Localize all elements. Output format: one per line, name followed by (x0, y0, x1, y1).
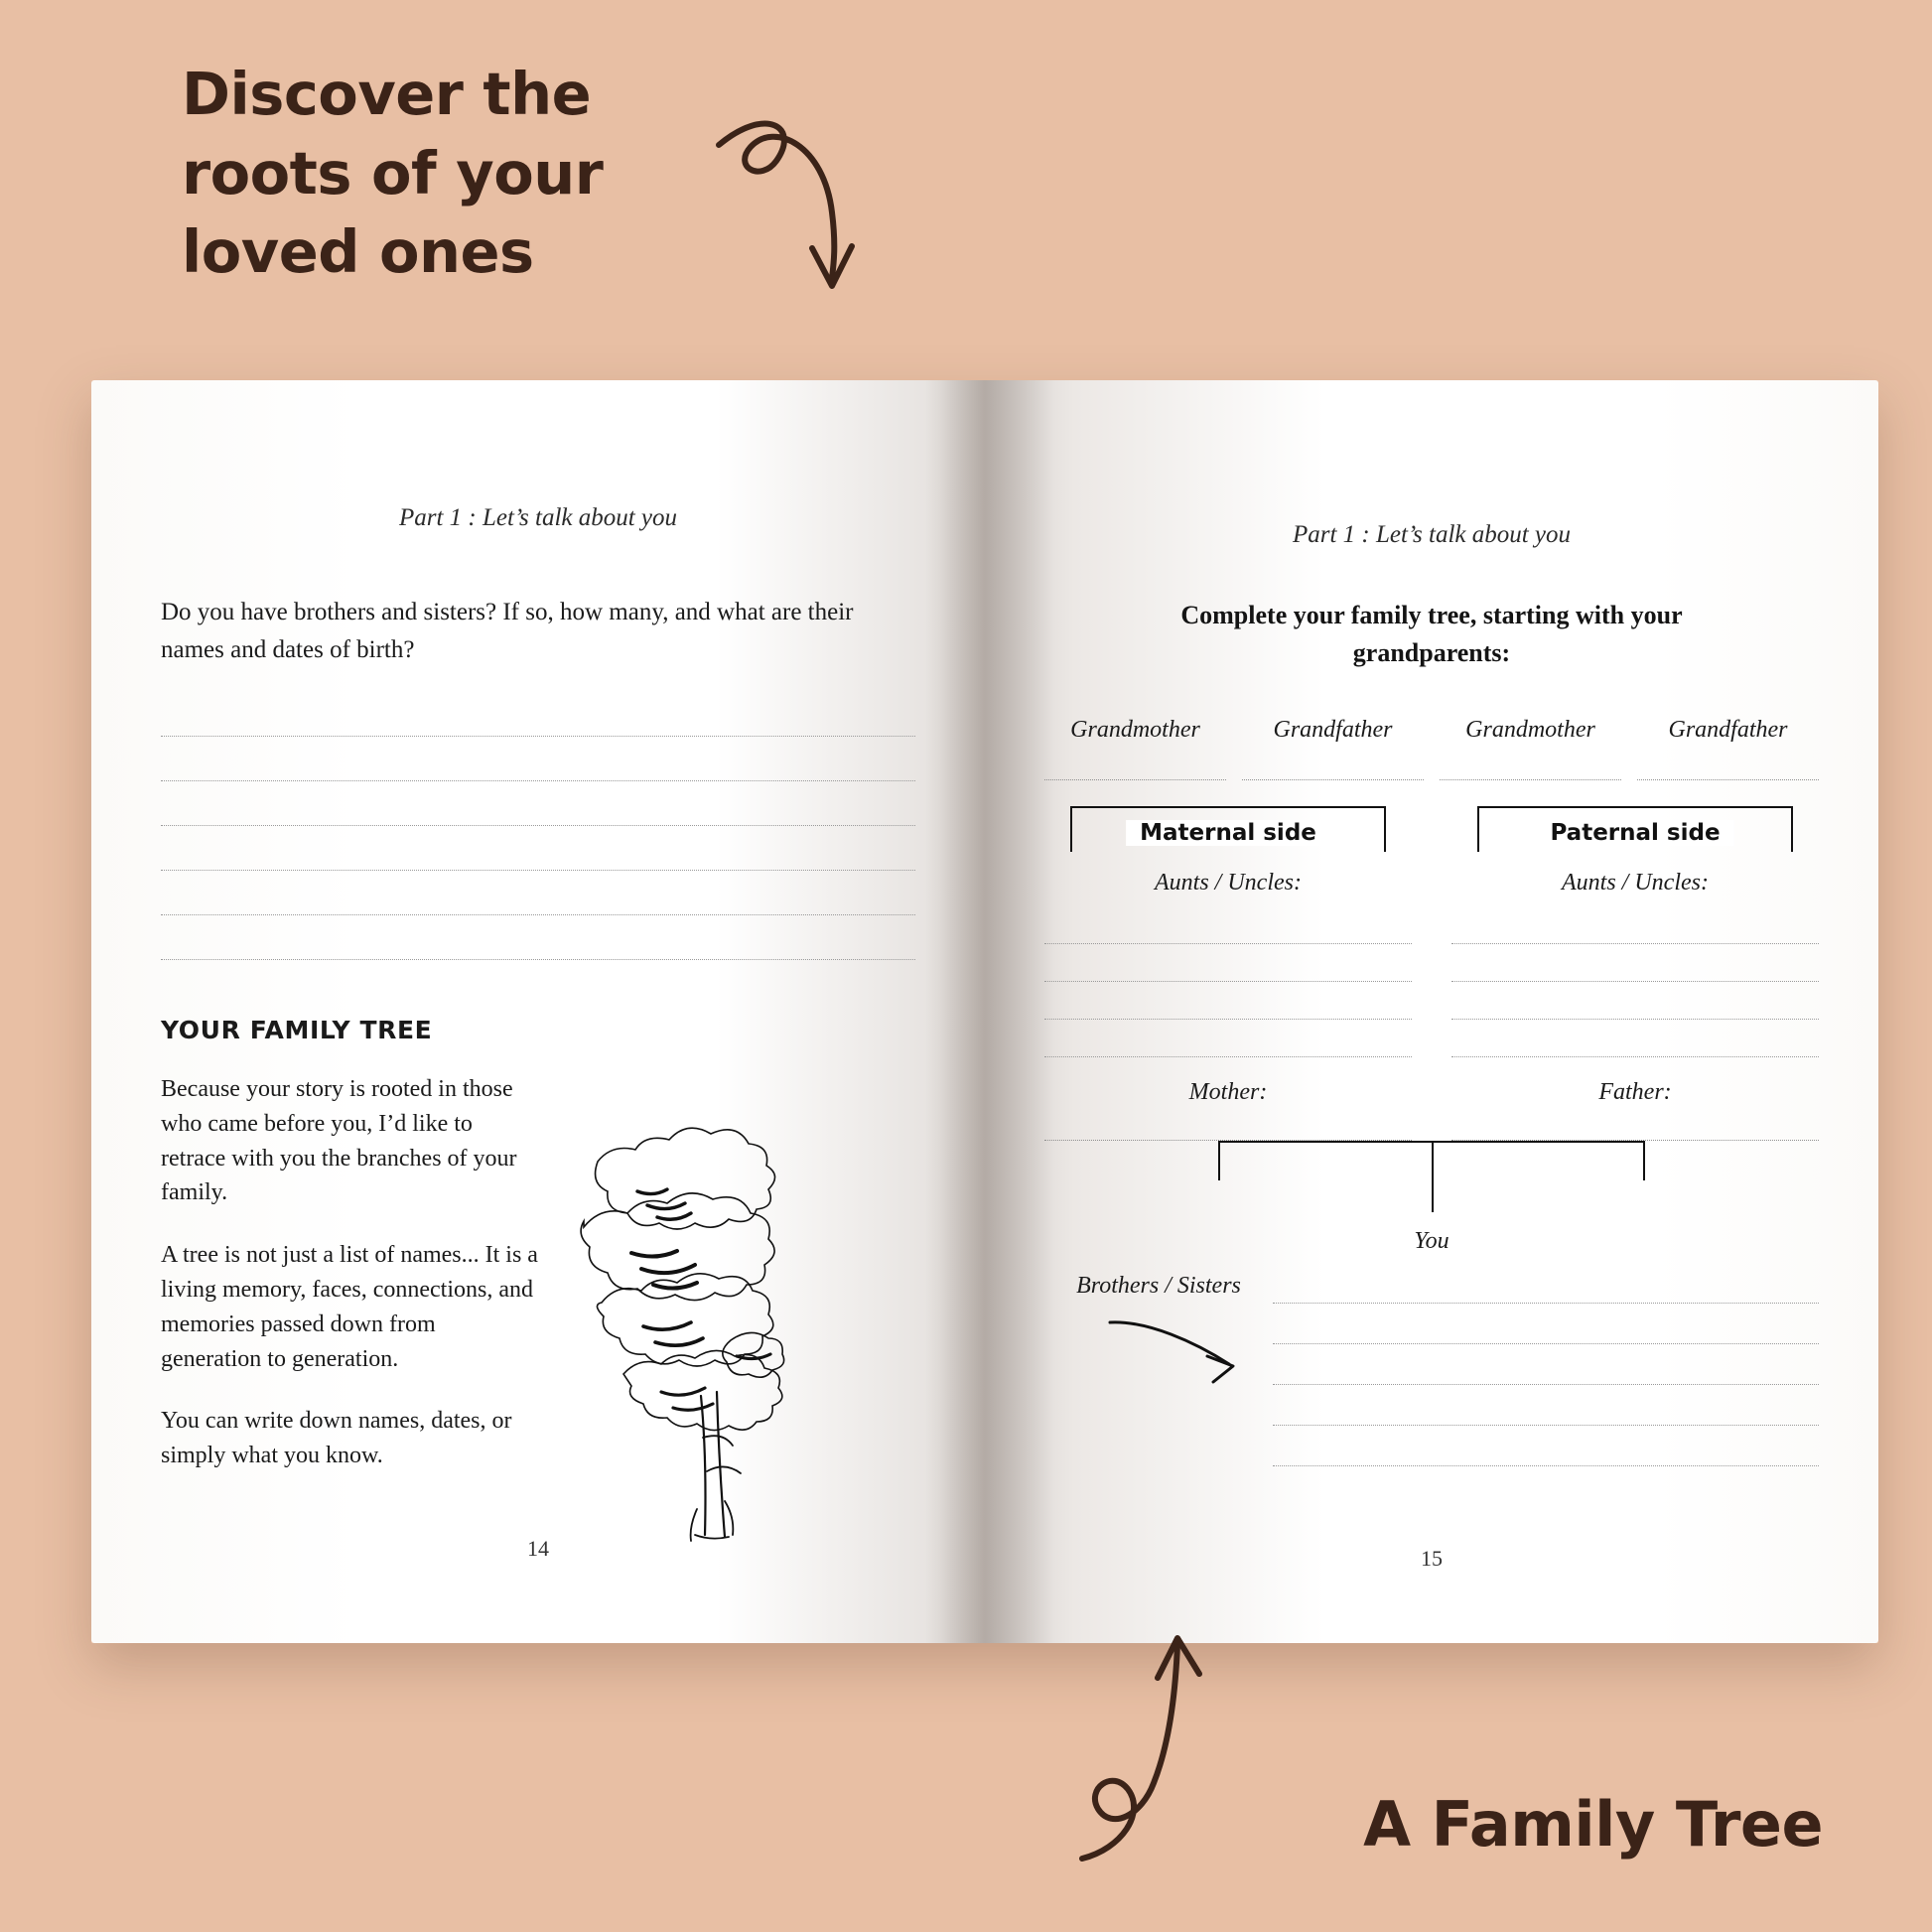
aunts-uncles-line[interactable] (1044, 1020, 1412, 1057)
sibling-line[interactable] (1273, 1344, 1819, 1385)
siblings-row (1044, 1263, 1819, 1466)
left-page-gutter-shadow (925, 380, 985, 1643)
parents-to-you-connector (1218, 1141, 1645, 1232)
grandparent-field-2[interactable] (1242, 717, 1424, 780)
open-book (91, 380, 1878, 1643)
left-page (91, 380, 985, 1643)
grandparent-input-line[interactable] (1044, 779, 1226, 780)
answer-line[interactable] (161, 737, 915, 781)
curved-arrow-down-icon (705, 109, 864, 298)
grandparents-row (1044, 717, 1819, 780)
left-body-text (161, 1072, 538, 1501)
left-page-number: 14 (527, 1536, 549, 1561)
promo-headline-line-1: Discover the (182, 60, 592, 128)
answer-line[interactable] (161, 871, 915, 915)
paternal-side-label: Paternal side (1536, 820, 1733, 846)
promo-headline (182, 55, 698, 292)
curved-arrow-right-icon (1104, 1312, 1263, 1392)
answer-line[interactable] (161, 915, 915, 960)
paternal-bracket (1477, 806, 1793, 852)
maternal-aunts-uncles-label: Aunts / Uncles: (1155, 870, 1302, 897)
grandparent-field-3[interactable] (1440, 717, 1621, 780)
promo-footer-label: A Family Tree (1363, 1788, 1823, 1861)
right-page-number: 15 (1421, 1546, 1443, 1571)
grandparent-label: Grandfather (1668, 717, 1788, 744)
section-title: YOUR FAMILY TREE (161, 1016, 433, 1044)
promo-headline-line-2: roots of your (182, 138, 604, 207)
maternal-side-block (1044, 806, 1412, 1141)
sibling-line[interactable] (1273, 1426, 1819, 1466)
paternal-side-block (1451, 806, 1819, 1141)
right-running-head: Part 1 : Let’s talk about you (1292, 521, 1572, 548)
grandparent-label: Grandfather (1273, 717, 1393, 744)
hand-drawn-tree-icon (528, 1042, 826, 1559)
siblings-label: Brothers / Sisters (1076, 1273, 1241, 1300)
answer-line[interactable] (161, 781, 915, 826)
left-answer-lines[interactable] (161, 692, 915, 960)
siblings-label-block (1044, 1263, 1273, 1466)
grandparent-input-line[interactable] (1242, 779, 1424, 780)
maternal-aunts-uncles-lines[interactable] (1044, 906, 1412, 1057)
paternal-aunts-uncles-label: Aunts / Uncles: (1562, 870, 1709, 897)
aunts-uncles-line[interactable] (1044, 944, 1412, 982)
grandparent-input-line[interactable] (1637, 779, 1819, 780)
paragraph-3: You can write down names, dates, or simply what you know. (161, 1408, 512, 1469)
aunts-uncles-line[interactable] (1451, 944, 1819, 982)
grandparent-label: Grandmother (1465, 717, 1595, 744)
aunts-uncles-line[interactable] (1044, 906, 1412, 944)
aunts-uncles-line[interactable] (1451, 906, 1819, 944)
left-running-head: Part 1 : Let’s talk about you (398, 504, 678, 531)
aunts-uncles-line[interactable] (1044, 982, 1412, 1020)
promo-headline-line-3: loved ones (182, 217, 534, 287)
connector-center-drop (1432, 1141, 1434, 1212)
sibling-line[interactable] (1273, 1385, 1819, 1426)
grandparent-field-4[interactable] (1637, 717, 1819, 780)
tree-illustration-area (538, 1072, 915, 1501)
paragraph-1: Because your story is rooted in those who came before you, I’d like to retrace with you the branches of your family. (161, 1076, 517, 1206)
grandparent-label: Grandmother (1070, 717, 1200, 744)
aunts-uncles-line[interactable] (1451, 1020, 1819, 1057)
aunts-uncles-line[interactable] (1451, 982, 1819, 1020)
siblings-lines[interactable] (1273, 1263, 1819, 1466)
connector-left-drop (1218, 1141, 1220, 1180)
left-content-columns (161, 1072, 915, 1501)
right-page (985, 380, 1878, 1643)
answer-line[interactable] (161, 692, 915, 737)
paternal-aunts-uncles-lines[interactable] (1451, 906, 1819, 1057)
grandparent-field-1[interactable] (1044, 717, 1226, 780)
maternal-side-label: Maternal side (1126, 820, 1330, 846)
curved-arrow-up-icon (1058, 1624, 1237, 1872)
left-question-text: Do you have brothers and sisters? If so, how many, and what are their names and dates of birth? (161, 599, 854, 663)
sibling-line[interactable] (1273, 1304, 1819, 1344)
answer-line[interactable] (161, 826, 915, 871)
family-tree-instruction: Complete your family tree, starting with your grandparents: (1180, 601, 1683, 667)
sibling-line[interactable] (1273, 1263, 1819, 1304)
father-label: Father: (1598, 1079, 1672, 1106)
mother-label: Mother: (1188, 1079, 1268, 1106)
paragraph-2: A tree is not just a list of names... It is a living memory, faces, connections, and memories passed down from generation to generation. (161, 1242, 538, 1372)
family-sides-row (1044, 806, 1819, 1141)
grandparent-input-line[interactable] (1440, 779, 1621, 780)
maternal-bracket (1070, 806, 1386, 852)
you-label: You (1414, 1228, 1449, 1255)
connector-right-drop (1643, 1141, 1645, 1180)
